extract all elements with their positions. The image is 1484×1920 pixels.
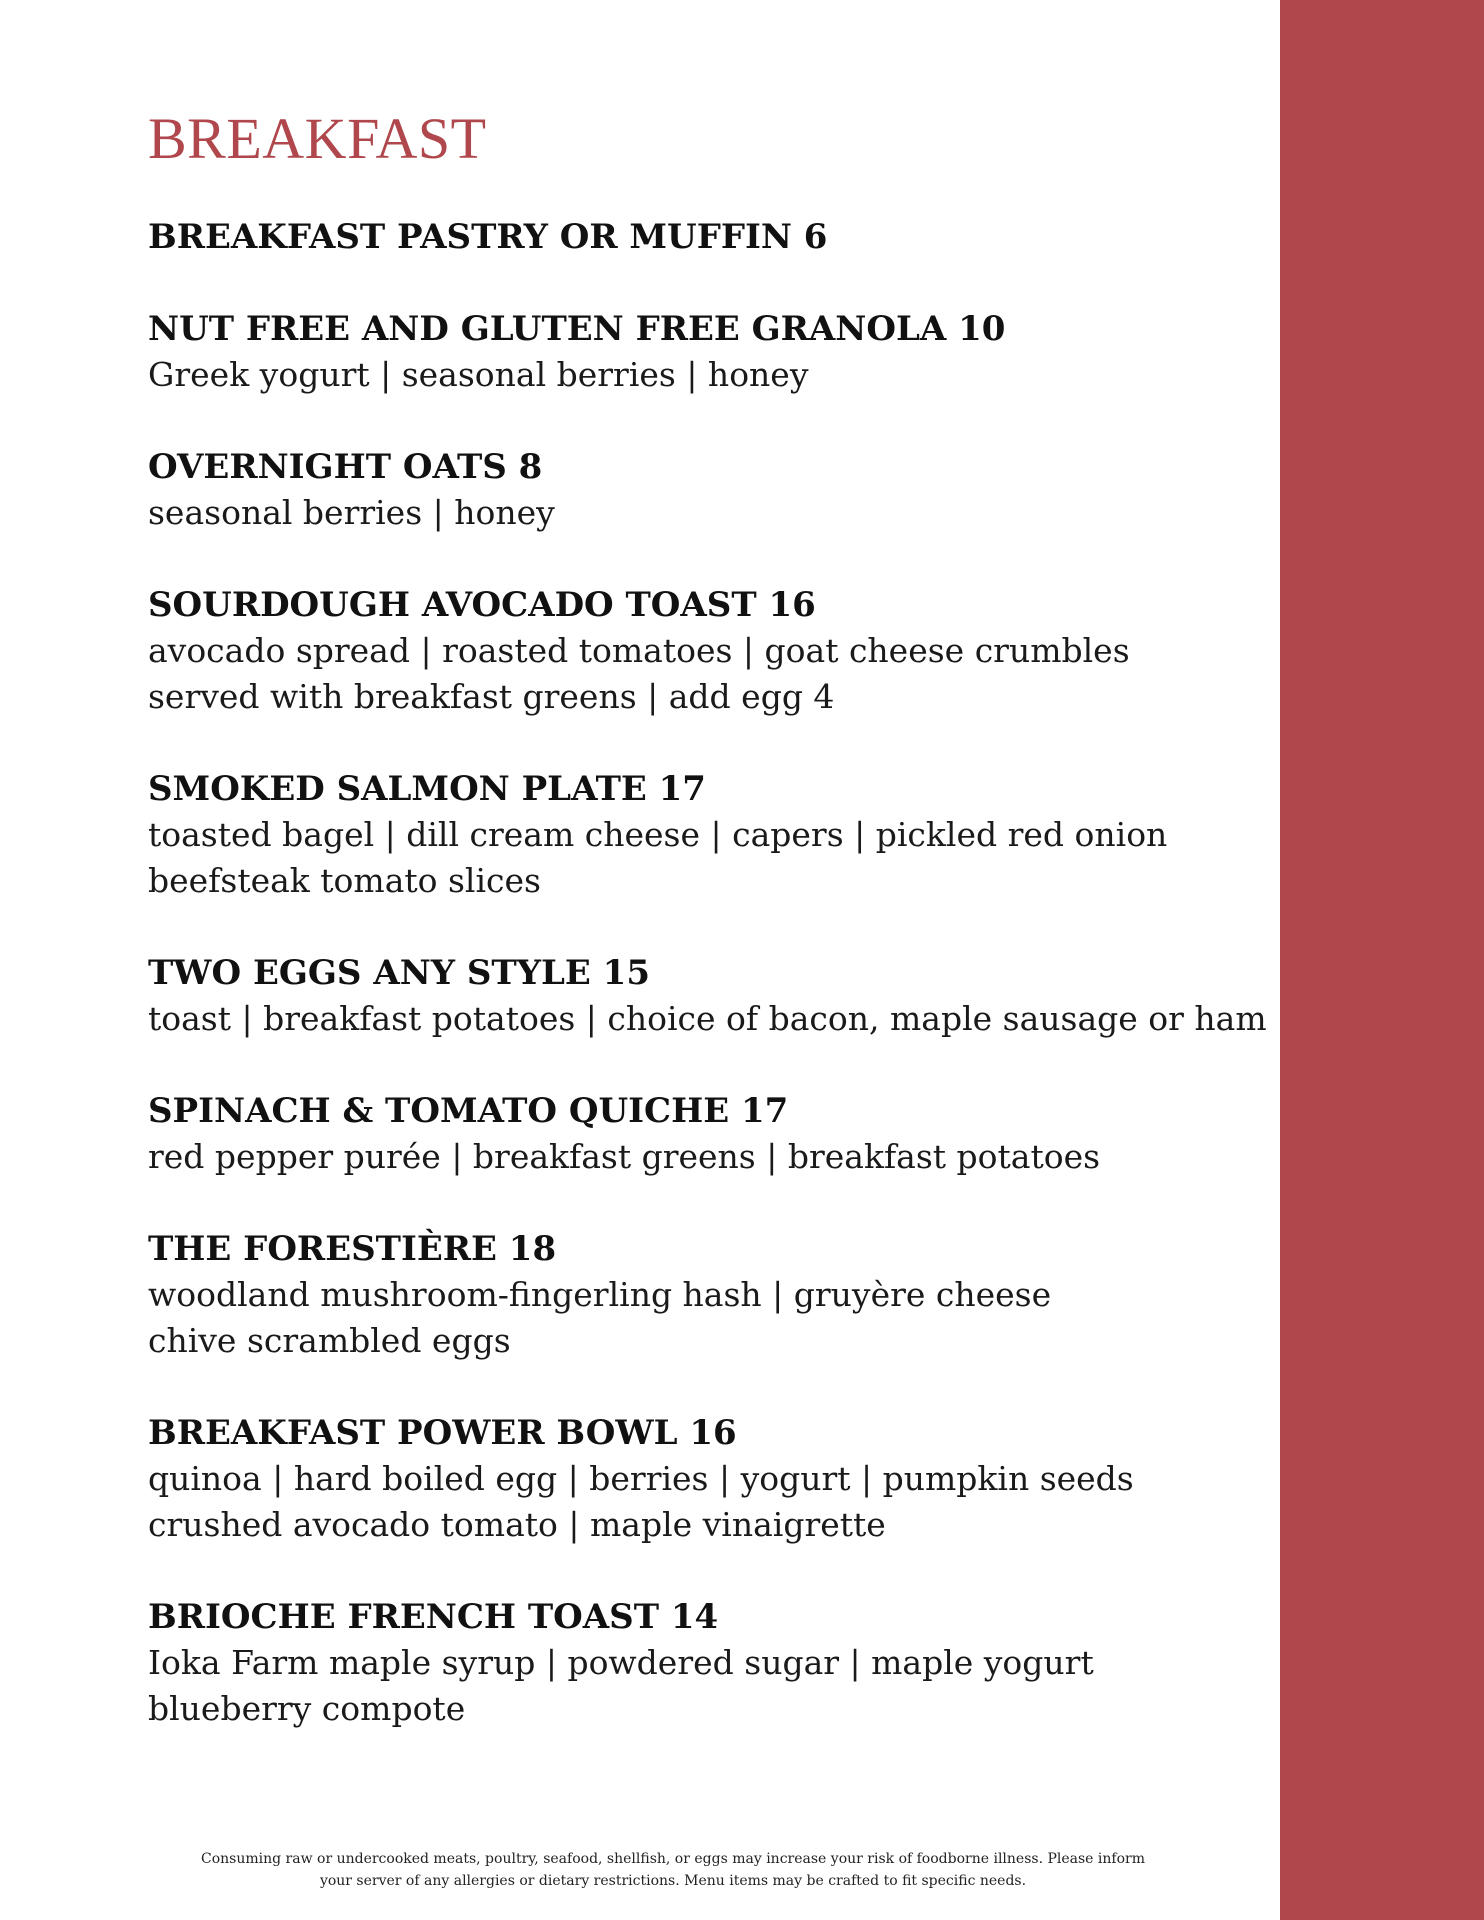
item-name: TWO EGGS ANY STYLE 15 <box>148 953 650 993</box>
disclaimer-line: Consuming raw or undercooked meats, poultry, seafood, shellfish, or eggs may increase your risk of foodborne illness. Please inform <box>201 1851 1145 1867</box>
item-description: seasonal berries | honey <box>148 493 555 532</box>
item-description: toast | breakfast potatoes | choice of bacon, maple sausage or ham <box>148 999 1267 1038</box>
item-name: SMOKED SALMON PLATE 17 <box>148 769 706 809</box>
decorative-side-band <box>1280 0 1484 1920</box>
menu-item <box>148 444 1268 536</box>
item-description: crushed avocado tomato | maple vinaigrette <box>148 1505 886 1544</box>
menu-item <box>148 1226 1268 1364</box>
allergy-disclaimer <box>148 1848 1198 1892</box>
menu-item <box>148 1088 1268 1180</box>
item-description: Ioka Farm maple syrup | powdered sugar | maple yogurt <box>148 1643 1094 1682</box>
menu-item <box>148 1594 1268 1732</box>
item-name: NUT FREE AND GLUTEN FREE GRANOLA 10 <box>148 309 1006 349</box>
menu-item <box>148 1410 1268 1548</box>
item-description: served with breakfast greens | add egg 4 <box>148 677 835 716</box>
item-name: BREAKFAST POWER BOWL 16 <box>148 1413 737 1453</box>
item-name: BREAKFAST PASTRY OR MUFFIN 6 <box>148 217 828 257</box>
item-description: red pepper purée | breakfast greens | breakfast potatoes <box>148 1137 1101 1176</box>
item-description: Greek yogurt | seasonal berries | honey <box>148 355 809 394</box>
menu-content <box>148 106 1268 1778</box>
menu-item <box>148 214 1268 260</box>
item-name: OVERNIGHT OATS 8 <box>148 447 543 487</box>
item-description: blueberry compote <box>148 1689 466 1728</box>
item-description: avocado spread | roasted tomatoes | goat cheese crumbles <box>148 631 1130 670</box>
item-name: THE FORESTIÈRE 18 <box>148 1229 557 1269</box>
item-description: toasted bagel | dill cream cheese | capers | pickled red onion <box>148 815 1168 854</box>
item-description: quinoa | hard boiled egg | berries | yogurt | pumpkin seeds <box>148 1459 1134 1498</box>
item-name: SOURDOUGH AVOCADO TOAST 16 <box>148 585 816 625</box>
page-title: BREAKFAST <box>148 106 487 171</box>
menu-item <box>148 582 1268 720</box>
menu-item <box>148 766 1268 904</box>
menu-item <box>148 306 1268 398</box>
item-description: beefsteak tomato slices <box>148 861 541 900</box>
item-name: SPINACH & TOMATO QUICHE 17 <box>148 1091 789 1131</box>
item-description: chive scrambled eggs <box>148 1321 511 1360</box>
item-name: BRIOCHE FRENCH TOAST 14 <box>148 1597 719 1637</box>
item-description: woodland mushroom-fingerling hash | gruyère cheese <box>148 1275 1052 1314</box>
menu-item <box>148 950 1268 1042</box>
disclaimer-line: your server of any allergies or dietary restrictions. Menu items may be crafted to fit specific needs. <box>319 1873 1027 1889</box>
